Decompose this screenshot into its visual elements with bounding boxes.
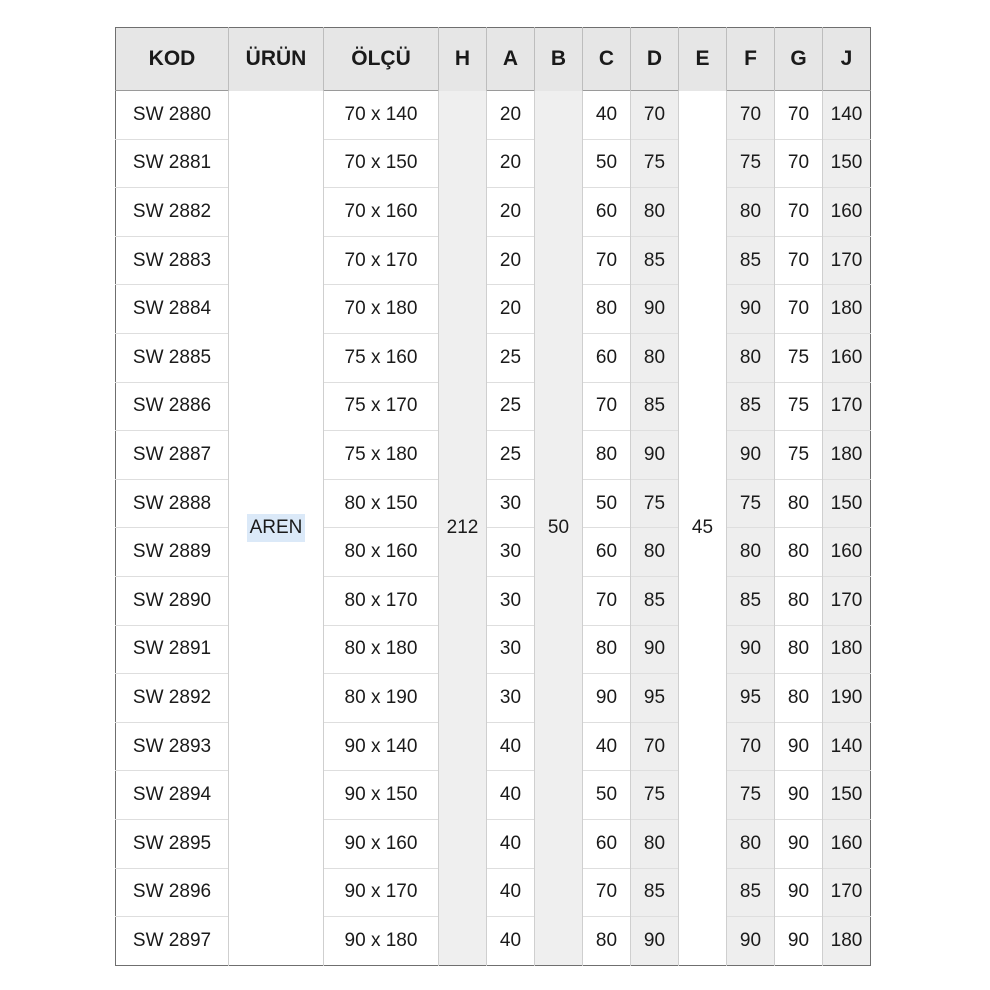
cell-a: 20 [487,139,535,188]
cell-kod: SW 2896 [116,868,229,917]
cell-f: 75 [727,771,775,820]
header-kod: KOD [116,28,229,91]
cell-j: 150 [823,771,871,820]
cell-olcu: 90 x 150 [324,771,439,820]
cell-j: 160 [823,188,871,237]
cell-kod: SW 2884 [116,285,229,334]
cell-kod: SW 2893 [116,722,229,771]
cell-a: 25 [487,382,535,431]
cell-kod: SW 2882 [116,188,229,237]
cell-d: 80 [631,188,679,237]
cell-f: 70 [727,91,775,140]
cell-kod: SW 2880 [116,91,229,140]
cell-urun [229,91,324,966]
cell-kod: SW 2887 [116,431,229,480]
cell-f: 95 [727,674,775,723]
cell-j: 180 [823,625,871,674]
cell-g: 70 [775,236,823,285]
cell-olcu: 90 x 180 [324,917,439,966]
cell-olcu: 70 x 180 [324,285,439,334]
cell-kod: SW 2885 [116,333,229,382]
cell-g: 90 [775,722,823,771]
cell-a: 30 [487,625,535,674]
cell-a: 40 [487,722,535,771]
cell-c: 70 [583,236,631,285]
cell-c: 60 [583,528,631,577]
cell-olcu: 90 x 170 [324,868,439,917]
cell-f: 80 [727,528,775,577]
header-j: J [823,28,871,91]
cell-c: 50 [583,139,631,188]
cell-olcu: 80 x 180 [324,625,439,674]
cell-olcu: 80 x 150 [324,479,439,528]
cell-a: 30 [487,576,535,625]
cell-olcu: 70 x 170 [324,236,439,285]
cell-c: 70 [583,576,631,625]
cell-a: 20 [487,188,535,237]
cell-a: 40 [487,771,535,820]
cell-c: 70 [583,382,631,431]
cell-a: 25 [487,333,535,382]
cell-j: 180 [823,431,871,480]
cell-c: 40 [583,722,631,771]
cell-olcu: 90 x 140 [324,722,439,771]
cell-f: 85 [727,382,775,431]
header-g: G [775,28,823,91]
cell-d: 90 [631,285,679,334]
cell-f: 70 [727,722,775,771]
cell-d: 90 [631,431,679,480]
cell-g: 70 [775,285,823,334]
cell-kod: SW 2886 [116,382,229,431]
cell-g: 80 [775,576,823,625]
cell-a: 30 [487,528,535,577]
header-olcu: ÖLÇÜ [324,28,439,91]
header-row [116,28,871,91]
cell-d: 95 [631,674,679,723]
cell-j: 180 [823,917,871,966]
cell-f: 80 [727,819,775,868]
cell-d: 70 [631,91,679,140]
cell-j: 160 [823,528,871,577]
header-e: E [679,28,727,91]
header-c: C [583,28,631,91]
cell-g: 90 [775,868,823,917]
cell-a: 40 [487,917,535,966]
cell-g: 80 [775,528,823,577]
cell-f: 80 [727,188,775,237]
cell-olcu: 75 x 180 [324,431,439,480]
cell-c: 90 [583,674,631,723]
header-a: A [487,28,535,91]
cell-kod: SW 2891 [116,625,229,674]
cell-f: 90 [727,917,775,966]
cell-j: 180 [823,285,871,334]
cell-olcu: 80 x 160 [324,528,439,577]
table-row [116,91,871,140]
header-h: H [439,28,487,91]
header-urun: ÜRÜN [229,28,324,91]
cell-c: 80 [583,431,631,480]
cell-j: 150 [823,139,871,188]
cell-olcu: 80 x 170 [324,576,439,625]
cell-j: 140 [823,722,871,771]
cell-a: 40 [487,868,535,917]
cell-d: 75 [631,479,679,528]
cell-g: 75 [775,382,823,431]
cell-d: 75 [631,139,679,188]
cell-j: 160 [823,819,871,868]
cell-c: 70 [583,868,631,917]
cell-j: 140 [823,91,871,140]
cell-e: 45 [679,91,727,966]
cell-kod: SW 2897 [116,917,229,966]
cell-c: 50 [583,771,631,820]
cell-kod: SW 2881 [116,139,229,188]
cell-j: 190 [823,674,871,723]
cell-olcu: 70 x 150 [324,139,439,188]
cell-d: 80 [631,528,679,577]
cell-kod: SW 2890 [116,576,229,625]
cell-f: 75 [727,139,775,188]
cell-g: 75 [775,431,823,480]
cell-f: 80 [727,333,775,382]
cell-a: 30 [487,479,535,528]
cell-a: 20 [487,91,535,140]
cell-g: 90 [775,917,823,966]
cell-j: 170 [823,236,871,285]
cell-g: 80 [775,625,823,674]
cell-d: 85 [631,576,679,625]
cell-d: 75 [631,771,679,820]
cell-kod: SW 2883 [116,236,229,285]
cell-g: 80 [775,674,823,723]
cell-f: 90 [727,625,775,674]
cell-kod: SW 2892 [116,674,229,723]
cell-g: 70 [775,188,823,237]
cell-j: 170 [823,382,871,431]
cell-c: 80 [583,917,631,966]
table-body [116,91,871,966]
cell-c: 60 [583,188,631,237]
cell-f: 90 [727,285,775,334]
product-name: AREN [247,514,306,542]
cell-olcu: 90 x 160 [324,819,439,868]
cell-f: 75 [727,479,775,528]
cell-a: 25 [487,431,535,480]
cell-c: 50 [583,479,631,528]
cell-kod: SW 2889 [116,528,229,577]
cell-g: 70 [775,139,823,188]
cell-j: 160 [823,333,871,382]
cell-f: 90 [727,431,775,480]
cell-j: 170 [823,576,871,625]
cell-c: 60 [583,819,631,868]
header-d: D [631,28,679,91]
cell-d: 90 [631,625,679,674]
cell-g: 90 [775,819,823,868]
cell-d: 90 [631,917,679,966]
cell-a: 20 [487,236,535,285]
cell-c: 60 [583,333,631,382]
dimension-table [115,27,871,966]
header-f: F [727,28,775,91]
cell-c: 80 [583,625,631,674]
cell-a: 40 [487,819,535,868]
cell-olcu: 70 x 140 [324,91,439,140]
cell-olcu: 80 x 190 [324,674,439,723]
header-b: B [535,28,583,91]
cell-d: 70 [631,722,679,771]
cell-c: 40 [583,91,631,140]
cell-a: 30 [487,674,535,723]
cell-kod: SW 2888 [116,479,229,528]
cell-olcu: 70 x 160 [324,188,439,237]
cell-d: 85 [631,868,679,917]
cell-g: 80 [775,479,823,528]
cell-j: 150 [823,479,871,528]
cell-f: 85 [727,576,775,625]
cell-olcu: 75 x 170 [324,382,439,431]
cell-b: 50 [535,91,583,966]
cell-a: 20 [487,285,535,334]
cell-olcu: 75 x 160 [324,333,439,382]
cell-kod: SW 2894 [116,771,229,820]
cell-g: 75 [775,333,823,382]
cell-c: 80 [583,285,631,334]
cell-j: 170 [823,868,871,917]
cell-d: 80 [631,819,679,868]
cell-g: 90 [775,771,823,820]
cell-h: 212 [439,91,487,966]
cell-d: 85 [631,236,679,285]
cell-g: 70 [775,91,823,140]
cell-d: 80 [631,333,679,382]
cell-f: 85 [727,868,775,917]
cell-f: 85 [727,236,775,285]
cell-kod: SW 2895 [116,819,229,868]
cell-d: 85 [631,382,679,431]
